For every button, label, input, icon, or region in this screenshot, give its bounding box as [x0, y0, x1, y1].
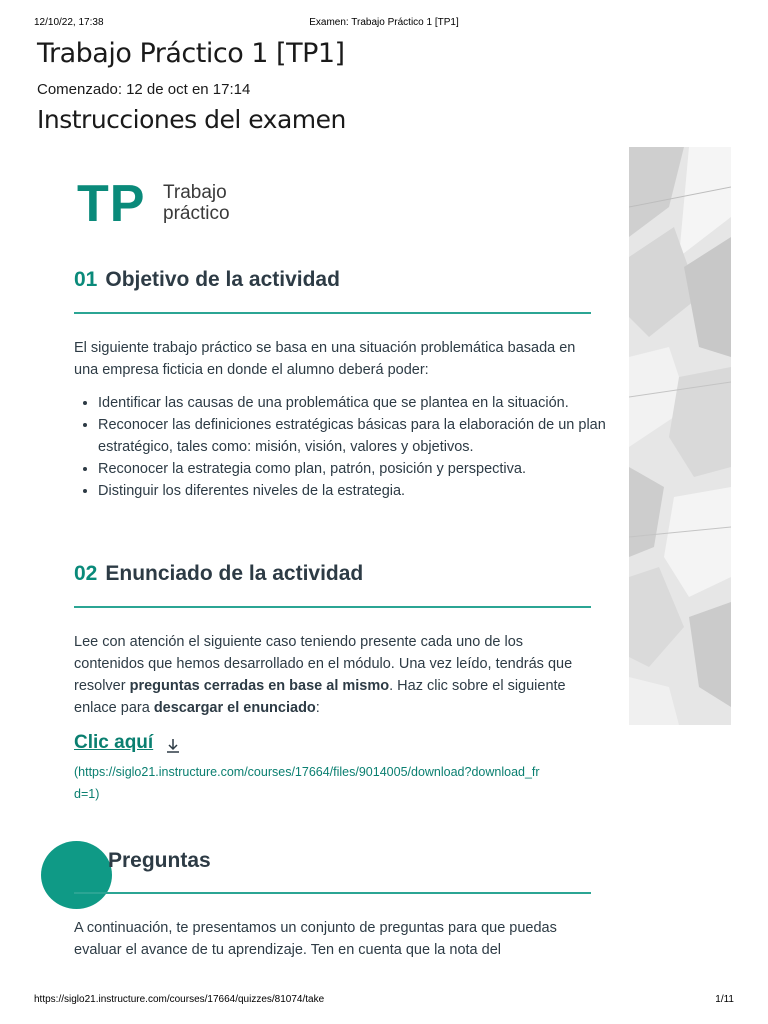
objective-item: • Distinguir los diferentes niveles de la estrategia.: [98, 480, 618, 502]
tp-logo-line1: Trabajo: [163, 182, 227, 203]
section-divider: [74, 312, 591, 314]
section-title-preguntas: Preguntas: [108, 849, 211, 872]
enunciado-text: Lee con atención el siguiente caso teniendo presente cada uno de los contenidos que hemos desarrollado en el módulo. Una vez leído, tendrás que resolver: [74, 634, 573, 694]
print-page-number: 1/11: [715, 994, 734, 1005]
objective-item: • Reconocer la estrategia como plan, patrón, posición y perspectiva.: [98, 458, 618, 480]
enunciado-bold: preguntas cerradas en base al mismo: [129, 678, 390, 694]
enunciado-paragraph: [74, 631, 594, 719]
objective-intro: El siguiente trabajo práctico se basa en una situación problemática basada en una empresa ficticia en donde el alumno deberá poder:: [74, 340, 576, 378]
enunciado-bold: descargar el enunciado: [153, 700, 316, 716]
print-url: https://siglo21.instructure.com/courses/17664/quizzes/81074/take: [34, 994, 325, 1005]
download-icon[interactable]: [164, 737, 182, 755]
enunciado-text: :: [315, 700, 320, 716]
section-heading-objetivo: [74, 268, 340, 292]
objective-item: • Reconocer las definiciones estratégicas básicas para la elaboración de un plan estratégico, tales como: misión, visión, valores y objetivos.: [98, 414, 618, 458]
objectives-list: [74, 392, 618, 502]
instructions-heading: Instrucciones del examen: [37, 105, 346, 134]
started-info: [37, 81, 254, 98]
section-number: 02: [74, 562, 98, 585]
download-link[interactable]: Clic aquí: [74, 732, 154, 753]
section-divider: [74, 606, 591, 608]
page-title: Trabajo Práctico 1 [TP1]: [37, 38, 345, 69]
section-divider: [74, 892, 591, 894]
section-number: 01: [74, 268, 98, 291]
tp-logo-line2: práctico: [163, 203, 230, 224]
started-label: Comenzado:: [37, 81, 123, 98]
print-footer: [0, 994, 768, 1008]
section-circle-marker: [41, 841, 112, 909]
architecture-image: [629, 147, 731, 725]
print-document-title: Examen: Trabajo Práctico 1 [TP1]: [309, 17, 459, 28]
section-heading-enunciado: [74, 562, 363, 586]
preguntas-paragraph: A continuación, te presentamos un conjunto de preguntas para que puedas evaluar el avance de tu aprendizaje. Ten en cuenta que la nota del: [74, 920, 557, 958]
section-title: Enunciado de la actividad: [105, 562, 364, 585]
tp-logo-mark: TP: [77, 175, 146, 233]
print-datetime: 12/10/22, 17:38: [34, 17, 104, 28]
objective-item: • Identificar las causas de una problemática que se plantea en la situación.: [98, 392, 618, 414]
print-header: [0, 17, 768, 31]
enunciado-text: . Haz clic sobre el siguiente enlace para: [74, 678, 566, 716]
tp-logo-text: [163, 182, 283, 224]
download-url[interactable]: (https://siglo21.instructure.com/courses/17664/files/9014005/download?download_frd=1): [74, 765, 540, 801]
side-decorative-image: [629, 147, 731, 725]
section-title: Objetivo de la actividad: [105, 268, 340, 291]
started-value: 12 de oct en 17:14: [126, 81, 251, 98]
